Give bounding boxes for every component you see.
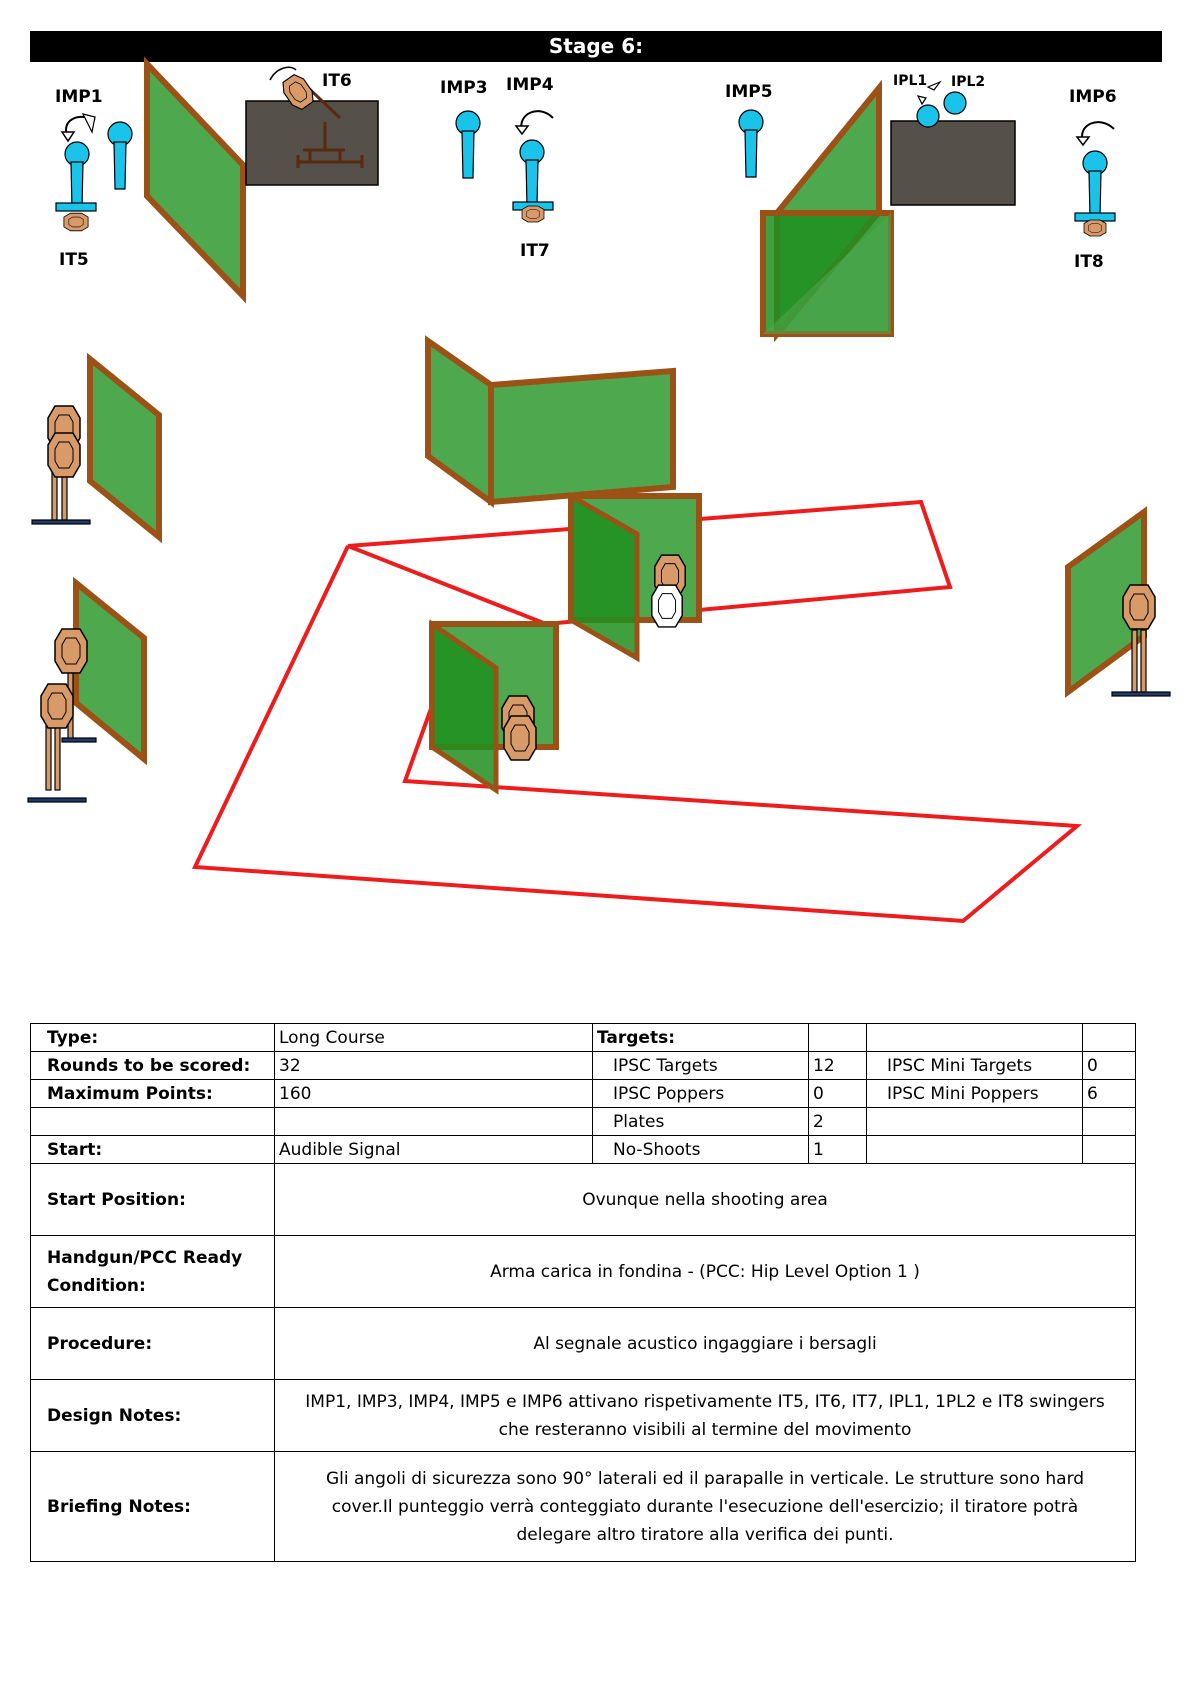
label-it6: IT6 — [322, 71, 352, 91]
target-left-upper-2 — [48, 433, 80, 477]
activator-imp4 — [520, 140, 544, 207]
ipsc-poppers-value: 0 — [809, 1080, 867, 1108]
procedure-value: Al segnale acustico ingaggiare i bersagli — [275, 1308, 1136, 1380]
activator-imp6 — [1083, 151, 1107, 218]
plates-label: Plates — [593, 1108, 809, 1136]
it8-target — [1084, 220, 1106, 236]
label-it7: IT7 — [520, 241, 550, 261]
wall-center-upper-left — [428, 341, 491, 502]
label-it8: IT8 — [1074, 252, 1104, 272]
no-shoots-label: No-Shoots — [593, 1136, 809, 1164]
it6-table — [246, 101, 378, 185]
max-points-label: Maximum Points: — [31, 1080, 275, 1108]
type-label: Type: — [31, 1024, 275, 1052]
it5-swinger-frame — [56, 203, 96, 211]
no-shoot-target — [652, 585, 682, 627]
plates-value: 2 — [809, 1108, 867, 1136]
design-notes-value: IMP1, IMP3, IMP4, IMP5 e IMP6 attivano rispetivamente IT5, IT6, IT7, IPL1, 1PL2 e IT8 swingers che resteranno visibili al termine del movimento — [275, 1380, 1136, 1452]
ready-condition-value: Arma carica in fondina - (PCC: Hip Level Option 1 ) — [275, 1236, 1136, 1308]
ready-condition-label: Handgun/PCC Ready Condition: — [31, 1236, 275, 1308]
procedure-label: Procedure: — [31, 1308, 275, 1380]
label-imp4: IMP4 — [506, 75, 554, 95]
target-center-lower-2 — [504, 716, 536, 760]
mini-poppers-label: IPSC Mini Poppers — [867, 1080, 1083, 1108]
briefing-notes-value: Gli angoli di sicurezza sono 90° laterali ed il parapalle in verticale. Le strutture sono hard cover.Il punteggio verrà conteggiato durante l'esecuzione dell'esercizio; il tiratore potrà delegare altro tiratore alla verifica dei punti. — [275, 1452, 1136, 1562]
label-imp5: IMP5 — [725, 82, 773, 102]
max-points-value: 160 — [275, 1080, 593, 1108]
target-left-lower-2 — [41, 684, 73, 728]
targets-header: Targets: — [593, 1024, 809, 1052]
activator-imp1-left — [65, 142, 89, 209]
rounds-label: Rounds to be scored: — [31, 1052, 275, 1080]
label-ipl2: IPL2 — [951, 74, 986, 90]
wall-left-upper — [90, 359, 159, 537]
ipsc-poppers-label: IPSC Poppers — [593, 1080, 809, 1108]
mini-targets-label: IPSC Mini Targets — [867, 1052, 1083, 1080]
briefing-notes-label: Briefing Notes: — [31, 1452, 275, 1562]
label-imp3: IMP3 — [440, 78, 488, 98]
wall-center-upper-right — [491, 371, 673, 502]
it7-target — [522, 206, 544, 222]
design-notes-label: Design Notes: — [31, 1380, 275, 1452]
type-value: Long Course — [275, 1024, 593, 1052]
start-label: Start: — [31, 1136, 275, 1164]
stage-title: Stage 6: — [30, 31, 1162, 62]
label-ipl1: IPL1 — [893, 73, 928, 89]
wall-top-left — [147, 64, 243, 296]
label-it5: IT5 — [59, 250, 89, 270]
it5-target — [64, 213, 88, 231]
label-imp1: IMP1 — [55, 87, 103, 107]
ipsc-targets-label: IPSC Targets — [593, 1052, 809, 1080]
mini-targets-value: 0 — [1083, 1052, 1136, 1080]
start-position-label: Start Position: — [31, 1164, 275, 1236]
target-left-lower-1 — [55, 629, 87, 673]
wall-left-lower — [76, 583, 144, 759]
plate-ipl2 — [944, 92, 966, 114]
start-value: Audible Signal — [275, 1136, 593, 1164]
ipsc-targets-value: 12 — [809, 1052, 867, 1080]
ipl-table — [891, 121, 1015, 205]
rounds-value: 32 — [275, 1052, 593, 1080]
activator-imp1-right — [108, 122, 132, 189]
stage-info-table — [30, 1023, 1136, 1562]
label-imp6: IMP6 — [1069, 87, 1117, 107]
no-shoots-value: 1 — [809, 1136, 867, 1164]
plate-ipl1 — [917, 105, 939, 127]
activator-imp5 — [739, 110, 763, 177]
mini-poppers-value: 6 — [1083, 1080, 1136, 1108]
target-right — [1123, 585, 1155, 629]
start-position-value: Ovunque nella shooting area — [275, 1164, 1136, 1236]
activator-imp3 — [456, 111, 480, 178]
